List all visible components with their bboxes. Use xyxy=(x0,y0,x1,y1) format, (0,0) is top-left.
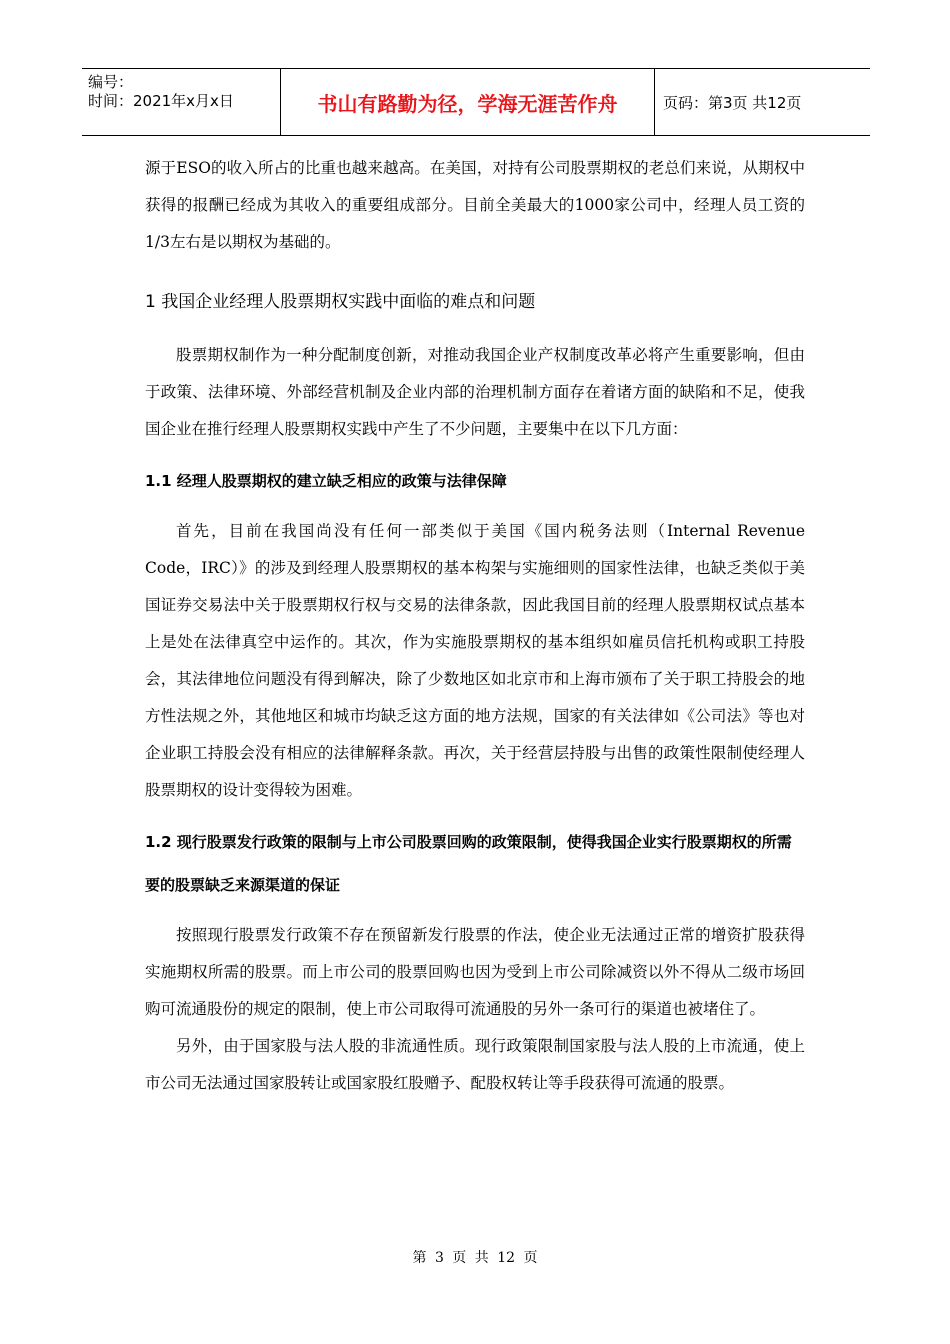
document-body xyxy=(145,150,805,1102)
header-page-info: 页码：第3页 共12页 xyxy=(663,93,802,112)
header-meta xyxy=(82,69,281,135)
subsection-heading-1-2: 1.2 现行股票发行政策的限制与上市公司股票回购的政策限制，使得我国企业实行股票期权的所需要的股票缺乏来源渠道的保证 xyxy=(145,833,792,894)
paragraph-1-1: 首先，目前在我国尚没有任何一部类似于美国《国内税务法则（Internal Revenue Code，IRC）》的涉及到经理人股票期权的基本构架与实施细则的国家性法律，也缺乏类似于美国证券交易法中关于股票期权行权与交易的法律条款，因此我国目前的经理人股票期权试点基本上是处在法律真空中运作的。其次，作为实施股票期权的基本组织如雇员信托机构或职工持股会，其法律地位问题没有得到解决，除了少数地区如北京市和上海市颁布了关于职工持股会的地方性法规之外，其他地区和城市均缺乏这方面的地方法规，国家的有关法律如《公司法》等也对企业职工持股会没有相应的法律解释条款。再次，关于经营层持股与出售的政策性限制使经理人股票期权的设计变得较为困难。 xyxy=(145,522,805,799)
document-header xyxy=(82,68,870,136)
page-footer: 第 3 页 共 12 页 xyxy=(412,1250,538,1266)
time-label: 时间：2021年x月x日 xyxy=(88,92,234,110)
paragraph-intro: 源于ESO的收入所占的比重也越来越高。在美国，对持有公司股票期权的老总们来说，从期权中获得的报酬已经成为其收入的重要组成部分。目前全美最大的1000家公司中，经理人员工资的1/3左右是以期权为基础的。 xyxy=(145,159,805,251)
section-heading-1: 1 我国企业经理人股票期权实践中面临的难点和问题 xyxy=(145,292,536,312)
number-label: 编号： xyxy=(88,73,134,91)
paragraph-1-2b: 另外，由于国家股与法人股的非流通性质。现行政策限制国家股与法人股的上市流通，使上市公司无法通过国家股转让或国家股红股赠予、配股权转让等手段获得可流通的股票。 xyxy=(145,1037,805,1092)
header-motto: 书山有路勤为径，学海无涯苦作舟 xyxy=(281,69,655,135)
paragraph-1-2a: 按照现行股票发行政策不存在预留新发行股票的作法，使企业无法通过正常的增资扩股获得实施期权所需的股票。而上市公司的股票回购也因为受到上市公司除减资以外不得从二级市场回购可流通股份的规定的限制，使上市公司取得可流通股的另外一条可行的渠道也被堵住了。 xyxy=(145,926,805,1018)
subsection-heading-1-1: 1.1 经理人股票期权的建立缺乏相应的政策与法律保障 xyxy=(145,472,507,490)
paragraph-1: 股票期权制作为一种分配制度创新，对推动我国企业产权制度改革必将产生重要影响，但由于政策、法律环境、外部经营机制及企业内部的治理机制方面存在着诸方面的缺陷和不足，使我国企业在推行经理人股票期权实践中产生了不少问题，主要集中在以下几方面： xyxy=(145,346,805,438)
